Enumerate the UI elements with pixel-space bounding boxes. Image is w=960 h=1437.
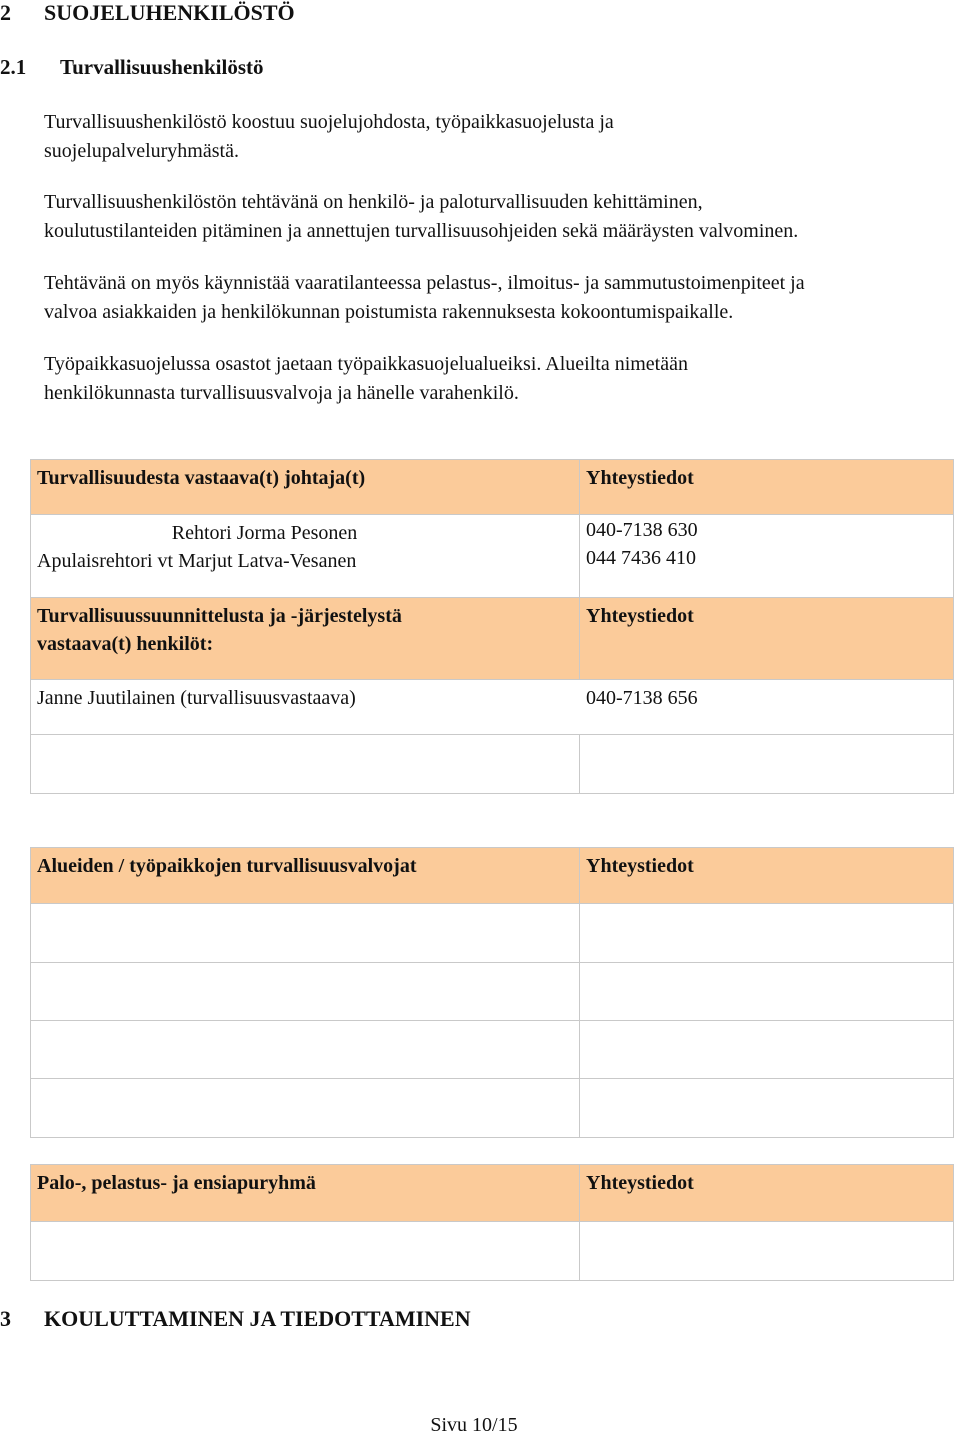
manager-name: Apulaisrehtori vt Marjut Latva-Vesanen [37,550,357,572]
header-cell-planners [31,598,580,679]
supervisor-phone [580,1079,953,1137]
planner-name [31,735,580,793]
header-cell-contact: Yhteystiedot [586,1172,694,1194]
paragraph-line: koulutustilanteiden pitäminen ja annettujen turvallisuusohjeiden sekä määräysten valvominen. [44,220,799,242]
table-header-row [31,1165,953,1222]
paragraph-composition [44,108,949,166]
paragraph-emergency [44,269,949,327]
supervisor-name [31,963,580,1020]
header-cell-emergency-group: Palo-, pelastus- ja ensiapuryhmä [31,1165,580,1221]
subsection-title: Turvallisuushenkilöstö [60,55,264,79]
section-title: KOULUTTAMINEN JA TIEDOTTAMINEN [44,1306,471,1331]
area-supervisors-table [30,847,954,1138]
table-row-managers [31,515,953,598]
group-member-phone [580,1222,953,1280]
table-row [31,1079,953,1137]
manager-phone: 040-7138 630 [586,519,698,541]
header-line: vastaava(t) henkilöt: [37,633,214,655]
section-heading [0,0,295,26]
manager-phone: 044 7436 410 [586,547,696,569]
supervisor-phone [580,904,953,962]
table-row [31,735,953,793]
subsection-number: 2.1 [0,55,27,79]
header-cell-supervisors: Alueiden / työpaikkojen turvallisuusvalvojat [31,848,580,903]
paragraph-line: Tehtävänä on myös käynnistää vaaratilanteessa pelastus-, ilmoitus- ja sammutustoimenpiteet ja [44,272,805,294]
paragraph-tasks [44,188,949,246]
planner-phone: 040-7138 656 [586,687,698,709]
section-heading [0,1306,471,1332]
managers-contact-cell [580,515,953,597]
table-row [31,1021,953,1079]
table-header-row [31,460,953,515]
supervisor-name [31,1021,580,1078]
table-row [31,1222,953,1280]
section-number: 3 [0,1306,11,1331]
paragraph-line: henkilökunnasta turvallisuusvalvoja ja hänelle varahenkilö. [44,382,519,404]
paragraph-areas [44,350,949,408]
group-member-name [31,1222,580,1280]
table-header-row [31,598,953,680]
section-number: 2 [0,0,11,25]
safety-management-table [30,459,954,794]
table-row [31,680,953,735]
planner-name: Janne Juutilainen (turvallisuusvastaava) [37,687,356,709]
supervisor-phone [580,963,953,1020]
header-line: Turvallisuussuunnittelusta ja -järjestelystä [37,605,402,627]
table-row [31,963,953,1021]
header-cell-managers: Turvallisuudesta vastaava(t) johtaja(t) [31,460,580,514]
paragraph-line: valvoa asiakkaiden ja henkilökunnan poistumista rakennuksesta kokoontumispaikalle. [44,301,734,323]
planner-phone [580,735,953,793]
managers-cell [31,515,580,597]
header-cell-contact: Yhteystiedot [586,855,694,877]
manager-name: Rehtori Jorma Pesonen [171,522,358,544]
paragraph-line: Työpaikkasuojelussa osastot jaetaan työpaikkasuojelualueiksi. Alueilta nimetään [44,353,688,375]
emergency-group-table [30,1164,954,1281]
section-title: SUOJELUHENKILÖSTÖ [44,0,295,25]
supervisor-name [31,1079,580,1137]
header-cell-contact: Yhteystiedot [586,605,694,627]
header-cell-contact: Yhteystiedot [586,467,694,489]
paragraph-line: Turvallisuushenkilöstön tehtävänä on henkilö- ja paloturvallisuuden kehittäminen, [44,191,703,213]
table-header-row [31,848,953,904]
supervisor-name [31,904,580,962]
paragraph-line: suojelupalveluryhmästä. [44,140,239,162]
paragraph-line: Turvallisuushenkilöstö koostuu suojelujohdosta, työpaikkasuojelusta ja [44,111,614,133]
table-row [31,904,953,963]
supervisor-phone [580,1021,953,1078]
subsection-heading [0,55,264,80]
page-number: Sivu 10/15 [430,1414,518,1436]
